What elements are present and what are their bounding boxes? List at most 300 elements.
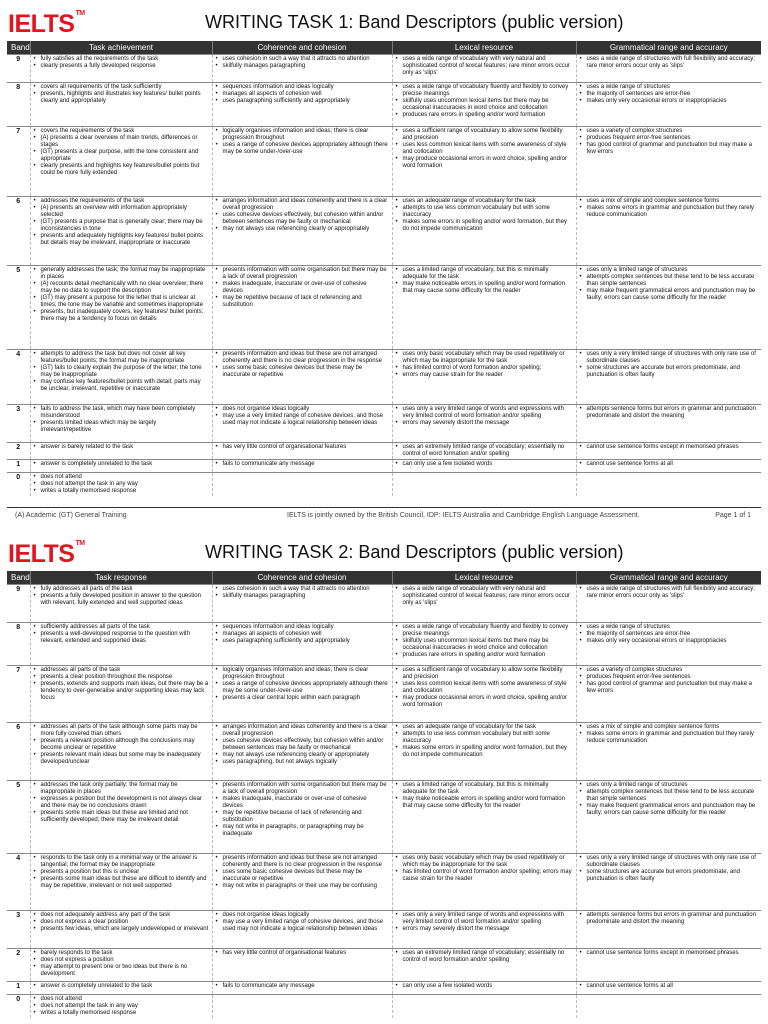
descriptor-list bbox=[216, 855, 389, 890]
descriptor-item: • (GT) presents a purpose that is generally clear; there may be inconsistencies in tone bbox=[34, 219, 209, 233]
descriptor-item: • presents information and ideas but these are not arranged coherently and there is no clear progression in the response bbox=[216, 351, 389, 365]
descriptor-list bbox=[580, 406, 759, 420]
band-row bbox=[7, 349, 761, 404]
descriptor-list bbox=[396, 198, 573, 233]
descriptor-item: • cannot use sentence forms at all bbox=[580, 461, 759, 468]
descriptor-cell bbox=[212, 54, 392, 82]
descriptor-list bbox=[396, 406, 573, 427]
descriptor-list bbox=[216, 724, 389, 766]
descriptor-item: • some structures are accurate but errors predominate, and punctuation is often faulty bbox=[580, 869, 759, 883]
descriptor-cell bbox=[392, 780, 576, 853]
descriptor-cell bbox=[30, 126, 212, 196]
descriptor-cell bbox=[392, 126, 576, 196]
descriptor-list bbox=[580, 950, 759, 957]
descriptor-item: • uses a wide range of vocabulary with very natural and sophisticated control of lexical features; rare minor errors occur only as 'slips' bbox=[396, 586, 573, 607]
descriptor-list bbox=[216, 667, 389, 702]
descriptor-cell bbox=[392, 82, 576, 126]
descriptor-list bbox=[216, 198, 389, 233]
descriptor-cell bbox=[212, 442, 392, 459]
descriptor-item: • uses a wide range of structures with full flexibility and accuracy; rare minor errors occur only as 'slips' bbox=[580, 56, 759, 70]
descriptor-item: • skilfully manages paragraphing bbox=[216, 593, 389, 600]
descriptor-cell bbox=[30, 622, 212, 665]
descriptor-cell bbox=[30, 265, 212, 349]
descriptor-list bbox=[396, 128, 573, 170]
descriptor-item: • uses only a very limited range of words and expressions with very limited control of word formation and/or spelling bbox=[396, 406, 573, 420]
descriptor-item: • uses only a very limited range of words and expressions with very limited control of word formation and/or spelling bbox=[396, 912, 573, 926]
descriptor-item: • may be repetitive because of lack of referencing and substitution bbox=[216, 810, 389, 824]
descriptor-cell bbox=[30, 404, 212, 442]
descriptor-item: • may make noticeable errors in spelling and/or word formation that may cause some difficulty for the reader bbox=[396, 281, 573, 295]
descriptor-cell bbox=[212, 994, 392, 1018]
descriptor-item: • manages all aspects of cohesion well bbox=[216, 91, 389, 98]
descriptor-item: • uses only a limited range of structures bbox=[580, 782, 759, 789]
descriptor-list bbox=[580, 724, 759, 745]
descriptor-item: • uses only a very limited range of structures with only rare use of subordinate clauses bbox=[580, 855, 759, 869]
descriptor-item: • addresses the task only partially; the format may be inappropriate in places bbox=[34, 782, 209, 796]
column-header: Grammatical range and accuracy bbox=[576, 571, 761, 584]
descriptor-item: • responds to the task only in a minimal way or the answer is tangential; the format may be inappropriate bbox=[34, 855, 209, 869]
band-row bbox=[7, 472, 761, 496]
descriptor-list bbox=[396, 950, 573, 964]
descriptor-item: • makes some errors in spelling and/or word formation, but they do not impede communication bbox=[396, 219, 573, 233]
descriptor-list bbox=[216, 586, 389, 600]
descriptor-item: • uses an extremely limited range of vocabulary; essentially no control of word formation and/or spelling bbox=[396, 444, 573, 458]
descriptor-item: • barely responds to the task bbox=[34, 950, 209, 957]
descriptor-cell bbox=[30, 459, 212, 472]
descriptor-item: • does not attempt the task in any way bbox=[34, 1003, 209, 1010]
band-score: 2 bbox=[7, 948, 30, 981]
descriptor-item: • presents relevant main ideas but some may be inadequately developed/unclear bbox=[34, 752, 209, 766]
descriptor-cell bbox=[212, 472, 392, 496]
descriptor-list bbox=[216, 56, 389, 70]
descriptor-item: • sufficiently addresses all parts of the task bbox=[34, 624, 209, 631]
descriptor-cell bbox=[576, 472, 761, 496]
band-row bbox=[7, 196, 761, 265]
descriptor-item: • does not attend bbox=[34, 474, 209, 481]
column-header: Lexical resource bbox=[392, 571, 576, 584]
descriptor-item: • uses some basic cohesive devices but these may be inaccurate or repetitive bbox=[216, 365, 389, 379]
descriptor-item: • uses a mix of simple and complex sentence forms bbox=[580, 724, 759, 731]
descriptor-item: • covers all requirements of the task sufficiently bbox=[34, 84, 209, 91]
descriptor-cell bbox=[576, 622, 761, 665]
descriptor-item: • uses cohesion in such a way that it attracts no attention bbox=[216, 56, 389, 63]
descriptor-item: • addresses the requirements of the task bbox=[34, 198, 209, 205]
descriptor-cell bbox=[576, 853, 761, 910]
descriptor-item: • may be repetitive because of lack of referencing and substitution bbox=[216, 295, 389, 309]
band-score: 5 bbox=[7, 780, 30, 853]
descriptor-item: • writes a totally memorised response bbox=[34, 1010, 209, 1017]
band-score: 4 bbox=[7, 349, 30, 404]
descriptor-item: • uses a wide range of vocabulary fluently and flexibly to convey precise meanings bbox=[396, 624, 573, 638]
descriptor-cell bbox=[576, 665, 761, 722]
band-row bbox=[7, 722, 761, 780]
descriptor-item: • makes some errors in spelling and/or word formation, but they do not impede communication bbox=[396, 745, 573, 759]
descriptor-item: • makes inadequate, inaccurate or over-use of cohesive devices bbox=[216, 281, 389, 295]
descriptor-item: • presents, but inadequately covers, key features/ bullet points; there may be a tendency to focus on details bbox=[34, 309, 209, 323]
descriptor-item: • presents, extends and supports main ideas, but there may be a tendency to over-generalise and/or supporting ideas may lack focus bbox=[34, 681, 209, 702]
descriptor-item: • attempts to use less common vocabulary but with some inaccuracy bbox=[396, 731, 573, 745]
descriptor-list bbox=[216, 444, 389, 451]
descriptor-cell bbox=[576, 349, 761, 404]
descriptor-item: • cannot use sentence forms except in memorised phrases bbox=[580, 950, 759, 957]
descriptor-list bbox=[216, 406, 389, 427]
descriptor-cell bbox=[392, 622, 576, 665]
descriptor-item: • presents a well-developed response to the question with relevant, extended and supported ideas bbox=[34, 631, 209, 645]
descriptor-item: • uses paragraphing sufficiently and appropriately bbox=[216, 98, 389, 105]
descriptor-list bbox=[34, 406, 209, 434]
band-row bbox=[7, 265, 761, 349]
descriptor-cell bbox=[392, 404, 576, 442]
descriptor-list bbox=[396, 724, 573, 759]
descriptor-item: • does not express a clear position bbox=[34, 919, 209, 926]
column-header: Band bbox=[7, 41, 30, 54]
descriptor-item: • may use a very limited range of cohesive devices, and those used may not indicate a logical relationship between ideas bbox=[216, 413, 389, 427]
descriptor-item: • may not write in paragraphs or their use may be confusing bbox=[216, 883, 389, 890]
descriptor-list bbox=[216, 461, 389, 468]
descriptor-item: • may not always use referencing clearly or appropriately bbox=[216, 752, 389, 759]
descriptor-item: • presents few ideas, which are largely undeveloped or irrelevant bbox=[34, 926, 209, 933]
descriptor-cell bbox=[392, 349, 576, 404]
descriptor-list bbox=[396, 983, 573, 990]
band-descriptor-table bbox=[7, 571, 761, 1018]
descriptor-item: • uses a limited range of vocabulary, but this is minimally adequate for the task bbox=[396, 782, 573, 796]
descriptor-list bbox=[396, 84, 573, 119]
descriptor-cell bbox=[392, 584, 576, 622]
descriptor-item: • uses a variety of complex structures bbox=[580, 128, 759, 135]
descriptor-item: • logically organises information and ideas; there is clear progression throughout bbox=[216, 667, 389, 681]
band-row bbox=[7, 404, 761, 442]
footer-ownership: IELTS is jointly owned by the British Council, IDP: IELTS Australia and Cambridge English Language Assessment. bbox=[287, 512, 640, 519]
descriptor-cell bbox=[212, 722, 392, 780]
ielts-logo: IELTS™ bbox=[8, 540, 85, 568]
descriptor-list bbox=[216, 267, 389, 309]
descriptor-list bbox=[34, 267, 209, 323]
band-score: 0 bbox=[7, 472, 30, 496]
descriptor-item: • presents, highlights and illustrates key features/ bullet points clearly and appropriately bbox=[34, 91, 209, 105]
column-header: Band bbox=[7, 571, 30, 584]
descriptor-item: • addresses all parts of the task although some parts may be more fully covered than others bbox=[34, 724, 209, 738]
descriptor-cell bbox=[30, 442, 212, 459]
descriptor-item: • attempts sentence forms but errors in grammar and punctuation predominate and distort the meaning bbox=[580, 912, 759, 926]
band-score: 8 bbox=[7, 622, 30, 665]
band-score: 9 bbox=[7, 584, 30, 622]
descriptor-cell bbox=[576, 910, 761, 948]
descriptor-list bbox=[396, 56, 573, 77]
descriptor-cell bbox=[576, 196, 761, 265]
descriptor-cell bbox=[212, 948, 392, 981]
descriptor-list bbox=[216, 84, 389, 105]
descriptor-list bbox=[396, 667, 573, 709]
descriptor-item: • (GT) may present a purpose for the letter that is unclear at times; the tone may be variable and sometimes inappropriate bbox=[34, 295, 209, 309]
descriptor-cell bbox=[392, 910, 576, 948]
descriptor-item: • skilfully uses uncommon lexical items but there may be occasional inaccuracies in word choice and collocation bbox=[396, 98, 573, 112]
descriptor-list bbox=[396, 444, 573, 458]
descriptor-list bbox=[396, 461, 573, 468]
descriptor-cell bbox=[212, 404, 392, 442]
descriptor-item: • uses a wide range of vocabulary with very natural and sophisticated control of lexical features; rare minor errors occur only as 'slips' bbox=[396, 56, 573, 77]
descriptor-item: • uses cohesion in such a way that it attracts no attention bbox=[216, 586, 389, 593]
descriptor-list bbox=[580, 624, 759, 645]
descriptor-cell bbox=[30, 981, 212, 994]
descriptor-item: • uses paragraphing, but not always logically bbox=[216, 759, 389, 766]
descriptor-cell bbox=[576, 265, 761, 349]
descriptor-list bbox=[580, 444, 759, 451]
descriptor-item: • uses only basic vocabulary which may be used repetitively or which may be inappropriate for the task bbox=[396, 855, 573, 869]
descriptor-item: • may not always use referencing clearly or appropriately bbox=[216, 226, 389, 233]
descriptor-item: • has very little control of organisational features bbox=[216, 950, 389, 957]
descriptor-cell bbox=[392, 265, 576, 349]
band-score: 3 bbox=[7, 910, 30, 948]
descriptor-item: • may attempt to present one or two ideas but there is no development bbox=[34, 964, 209, 978]
descriptor-item: • (GT) presents a clear purpose, with the tone consistent and appropriate bbox=[34, 149, 209, 163]
band-score: 7 bbox=[7, 126, 30, 196]
descriptor-cell bbox=[576, 442, 761, 459]
descriptor-list bbox=[34, 444, 209, 451]
descriptor-item: • presents limited ideas which may be largely irrelevant/repetitive bbox=[34, 420, 209, 434]
descriptor-item: • has limited control of word formation and/or spelling; errors may cause strain for the reader bbox=[396, 869, 573, 883]
descriptor-cell bbox=[212, 622, 392, 665]
descriptor-item: • arranges information and ideas coherently and there is a clear overall progression bbox=[216, 198, 389, 212]
band-score: 1 bbox=[7, 981, 30, 994]
descriptor-item: • attempts to address the task but does not cover all key features/bullet points; the format may be inappropriate bbox=[34, 351, 209, 365]
descriptor-item: • makes some errors in grammar and punctuation but they rarely reduce communication bbox=[580, 205, 759, 219]
descriptor-item: • does not adequately address any part of the task bbox=[34, 912, 209, 919]
descriptor-list bbox=[580, 198, 759, 219]
descriptor-item: • may not write in paragraphs, or paragraphing may be inadequate bbox=[216, 824, 389, 838]
band-row bbox=[7, 82, 761, 126]
page-title: WRITING TASK 2: Band Descriptors (public version) bbox=[205, 542, 624, 562]
descriptor-cell bbox=[30, 948, 212, 981]
descriptor-item: • skilfully uses uncommon lexical items but there may be occasional inaccuracies in word choice and collocation bbox=[396, 638, 573, 652]
band-row bbox=[7, 780, 761, 853]
descriptor-list bbox=[396, 912, 573, 933]
descriptor-item: • sequences information and ideas logically bbox=[216, 624, 389, 631]
band-score: 2 bbox=[7, 442, 30, 459]
descriptor-list bbox=[34, 983, 209, 990]
descriptor-item: • may use a very limited range of cohesive devices, and those used may not indicate a logical relationship between ideas bbox=[216, 919, 389, 933]
descriptor-list bbox=[216, 128, 389, 156]
descriptor-cell bbox=[212, 853, 392, 910]
descriptor-item: • presents a clear central topic within each paragraph bbox=[216, 695, 389, 702]
descriptor-cell bbox=[30, 853, 212, 910]
descriptor-item: • produces rare errors in spelling and/or word formation bbox=[396, 652, 573, 659]
descriptor-item: • some structures are accurate but errors predominate, and punctuation is often faulty bbox=[580, 365, 759, 379]
descriptor-item: • uses a limited range of vocabulary, but this is minimally adequate for the task bbox=[396, 267, 573, 281]
descriptor-list bbox=[580, 586, 759, 600]
descriptor-item: • makes inadequate, inaccurate or over-use of cohesive devices bbox=[216, 796, 389, 810]
descriptor-cell bbox=[576, 948, 761, 981]
band-score: 4 bbox=[7, 853, 30, 910]
descriptor-cell bbox=[30, 780, 212, 853]
descriptor-cell bbox=[576, 994, 761, 1018]
descriptor-cell bbox=[212, 584, 392, 622]
descriptor-item: • attempts complex sentences but these tend to be less accurate than simple sentences bbox=[580, 789, 759, 803]
descriptor-item: • fails to communicate any message bbox=[216, 983, 389, 990]
descriptor-item: • cannot use sentence forms except in memorised phrases bbox=[580, 444, 759, 451]
descriptor-item: • does not organise ideas logically bbox=[216, 406, 389, 413]
descriptor-list bbox=[580, 84, 759, 105]
descriptor-item: • writes a totally memorised response bbox=[34, 488, 209, 495]
descriptor-item: • has very little control of organisational features bbox=[216, 444, 389, 451]
descriptor-cell bbox=[212, 981, 392, 994]
descriptor-item: • may produce occasional errors in word choice, spelling and/or word formation bbox=[396, 695, 573, 709]
descriptor-cell bbox=[212, 780, 392, 853]
descriptor-list bbox=[580, 128, 759, 156]
descriptor-cell bbox=[576, 54, 761, 82]
descriptor-item: • errors may severely distort the message bbox=[396, 420, 573, 427]
descriptor-item: • may produce occasional errors in word choice, spelling and/or word formation bbox=[396, 156, 573, 170]
descriptor-item: • arranges information and ideas coherently and there is a clear overall progression bbox=[216, 724, 389, 738]
descriptor-list bbox=[34, 724, 209, 766]
band-score: 7 bbox=[7, 665, 30, 722]
band-row bbox=[7, 622, 761, 665]
descriptor-item: • errors may severely distort the message bbox=[396, 926, 573, 933]
task2-header bbox=[0, 530, 768, 572]
ielts-logo: IELTS™ bbox=[8, 10, 85, 38]
descriptor-list bbox=[396, 586, 573, 607]
band-score: 3 bbox=[7, 404, 30, 442]
descriptor-list bbox=[580, 782, 759, 817]
descriptor-item: • addresses all parts of the task bbox=[34, 667, 209, 674]
descriptor-cell bbox=[30, 665, 212, 722]
band-score: 1 bbox=[7, 459, 30, 472]
descriptor-list bbox=[580, 667, 759, 695]
descriptor-item: • expresses a position but the development is not always clear and there may be no conclusions drawn bbox=[34, 796, 209, 810]
descriptor-list bbox=[396, 351, 573, 379]
descriptor-item: • cannot use sentence forms at all bbox=[580, 983, 759, 990]
column-header: Lexical resource bbox=[392, 41, 576, 54]
descriptor-cell bbox=[30, 472, 212, 496]
descriptor-list bbox=[580, 56, 759, 70]
descriptor-item: • can only use a few isolated words bbox=[396, 461, 573, 468]
descriptor-item: • presents and adequately highlights key features/ bullet points but details may be irrelevant, inappropriate or inaccurate bbox=[34, 233, 209, 247]
descriptor-item: • clearly presents and highlights key features/bullet points but could be more fully extended bbox=[34, 163, 209, 177]
descriptor-cell bbox=[576, 82, 761, 126]
column-header: Coherence and cohesion bbox=[212, 41, 392, 54]
descriptor-list bbox=[34, 624, 209, 645]
descriptor-cell bbox=[30, 584, 212, 622]
descriptor-item: • attempts sentence forms but errors in grammar and punctuation predominate and distort the meaning bbox=[580, 406, 759, 420]
band-score: 6 bbox=[7, 196, 30, 265]
descriptor-item: • (A) recounts detail mechanically with no clear overview; there may be no data to support the description bbox=[34, 281, 209, 295]
descriptor-item: • uses less common lexical items with some awareness of style and collocation bbox=[396, 681, 573, 695]
band-score: 6 bbox=[7, 722, 30, 780]
descriptor-cell bbox=[392, 54, 576, 82]
descriptor-item: • the majority of sentences are error-free bbox=[580, 91, 759, 98]
descriptor-list bbox=[580, 461, 759, 468]
descriptor-item: • uses a wide range of structures bbox=[580, 624, 759, 631]
descriptor-list bbox=[34, 56, 209, 70]
descriptor-item: • fails to address the task, which may have been completely misunderstood bbox=[34, 406, 209, 420]
descriptor-item: • manages all aspects of cohesion well bbox=[216, 631, 389, 638]
page-title: WRITING TASK 1: Band Descriptors (public version) bbox=[205, 12, 624, 32]
descriptor-item: • logically organises information and ideas; there is clear progression throughout bbox=[216, 128, 389, 142]
descriptor-item: • presents a position but this is unclear bbox=[34, 869, 209, 876]
descriptor-list bbox=[216, 950, 389, 957]
descriptor-cell bbox=[212, 349, 392, 404]
descriptor-list bbox=[34, 996, 209, 1017]
descriptor-item: • uses only basic vocabulary which may be used repetitively or which may be inappropriate for the task bbox=[396, 351, 573, 365]
descriptor-item: • covers the requirements of the task bbox=[34, 128, 209, 135]
descriptor-item: • does not attend bbox=[34, 996, 209, 1003]
descriptor-item: • uses an adequate range of vocabulary for the task bbox=[396, 724, 573, 731]
descriptor-item: • presents some main ideas but these are limited and not sufficiently developed; there may be irrelevant detail bbox=[34, 810, 209, 824]
descriptor-cell bbox=[392, 981, 576, 994]
band-row bbox=[7, 910, 761, 948]
descriptor-list bbox=[34, 84, 209, 105]
descriptor-item: • uses a wide range of vocabulary fluently and flexibly to convey precise meanings bbox=[396, 84, 573, 98]
band-row bbox=[7, 853, 761, 910]
band-row bbox=[7, 54, 761, 82]
descriptor-cell bbox=[30, 196, 212, 265]
band-score: 9 bbox=[7, 54, 30, 82]
descriptor-item: • does not attempt the task in any way bbox=[34, 481, 209, 488]
descriptor-item: • may confuse key features/bullet points with detail; parts may be unclear, irrelevant, repetitive or inaccurate bbox=[34, 379, 209, 393]
descriptor-list bbox=[580, 855, 759, 883]
descriptor-cell bbox=[212, 196, 392, 265]
descriptor-item: • attempts to use less common vocabulary but with some inaccuracy bbox=[396, 205, 573, 219]
task1-header bbox=[0, 0, 768, 42]
descriptor-item: • makes some errors in grammar and punctuation but they rarely reduce communication bbox=[580, 731, 759, 745]
descriptor-item: • uses cohesive devices effectively, but cohesion within and/or between sentences may be faulty or mechanical bbox=[216, 738, 389, 752]
descriptor-item: • (A) presents a clear overview of main trends, differences or stages bbox=[34, 135, 209, 149]
descriptor-item: • produces frequent error-free sentences bbox=[580, 135, 759, 142]
descriptor-item: • may make frequent grammatical errors and punctuation may be faulty; errors can cause some difficulty for the reader bbox=[580, 288, 759, 302]
descriptor-cell bbox=[576, 584, 761, 622]
descriptor-cell bbox=[392, 472, 576, 496]
descriptor-cell bbox=[30, 994, 212, 1018]
descriptor-item: • has limited control of word formation and/or spelling; bbox=[396, 365, 573, 372]
descriptor-cell bbox=[212, 126, 392, 196]
descriptor-cell bbox=[30, 349, 212, 404]
band-row bbox=[7, 665, 761, 722]
descriptor-item: • answer is completely unrelated to the task bbox=[34, 461, 209, 468]
descriptor-item: • uses a range of cohesive devices appropriately although there may be some under-/over-use bbox=[216, 142, 389, 156]
descriptor-item: • produces frequent error-free sentences bbox=[580, 674, 759, 681]
descriptor-list bbox=[216, 351, 389, 379]
band-row bbox=[7, 459, 761, 472]
descriptor-list bbox=[34, 461, 209, 468]
descriptor-item: • uses a wide range of structures with full flexibility and accuracy; rare minor errors occur only as 'slips' bbox=[580, 586, 759, 600]
descriptor-item: • uses less common lexical items with some awareness of style and collocation bbox=[396, 142, 573, 156]
descriptor-item: • does not organise ideas logically bbox=[216, 912, 389, 919]
descriptor-item: • fully satisfies all the requirements of the task bbox=[34, 56, 209, 63]
descriptor-cell bbox=[30, 82, 212, 126]
descriptor-item: • skilfully manages paragraphing bbox=[216, 63, 389, 70]
band-row bbox=[7, 981, 761, 994]
table-header-row bbox=[7, 41, 761, 54]
descriptor-item: • (GT) fails to clearly explain the purpose of the letter; the tone may be inappropriate bbox=[34, 365, 209, 379]
descriptor-cell bbox=[576, 404, 761, 442]
descriptor-cell bbox=[576, 722, 761, 780]
descriptor-cell bbox=[392, 196, 576, 265]
descriptor-cell bbox=[212, 665, 392, 722]
descriptor-item: • fails to communicate any message bbox=[216, 461, 389, 468]
descriptor-item: • presents information with some organisation but there may be a lack of overall progression bbox=[216, 782, 389, 796]
descriptor-item: • makes only very occasional errors or inappropriacies bbox=[580, 98, 759, 105]
band-score: 8 bbox=[7, 82, 30, 126]
descriptor-item: • uses a sufficient range of vocabulary to allow some flexibility and precision bbox=[396, 667, 573, 681]
descriptor-item: • uses an extremely limited range of vocabulary; essentially no control of word formation and/or spelling bbox=[396, 950, 573, 964]
descriptor-list bbox=[396, 855, 573, 883]
descriptor-list bbox=[34, 782, 209, 824]
descriptor-item: • produces rare errors in spelling and/or word formation bbox=[396, 112, 573, 119]
descriptor-item: • the majority of sentences are error-free bbox=[580, 631, 759, 638]
descriptor-cell bbox=[576, 459, 761, 472]
footer-legend: (A) Academic (GT) General Training bbox=[15, 512, 127, 519]
descriptor-cell bbox=[576, 981, 761, 994]
descriptor-item: • answer is completely unrelated to the task bbox=[34, 983, 209, 990]
